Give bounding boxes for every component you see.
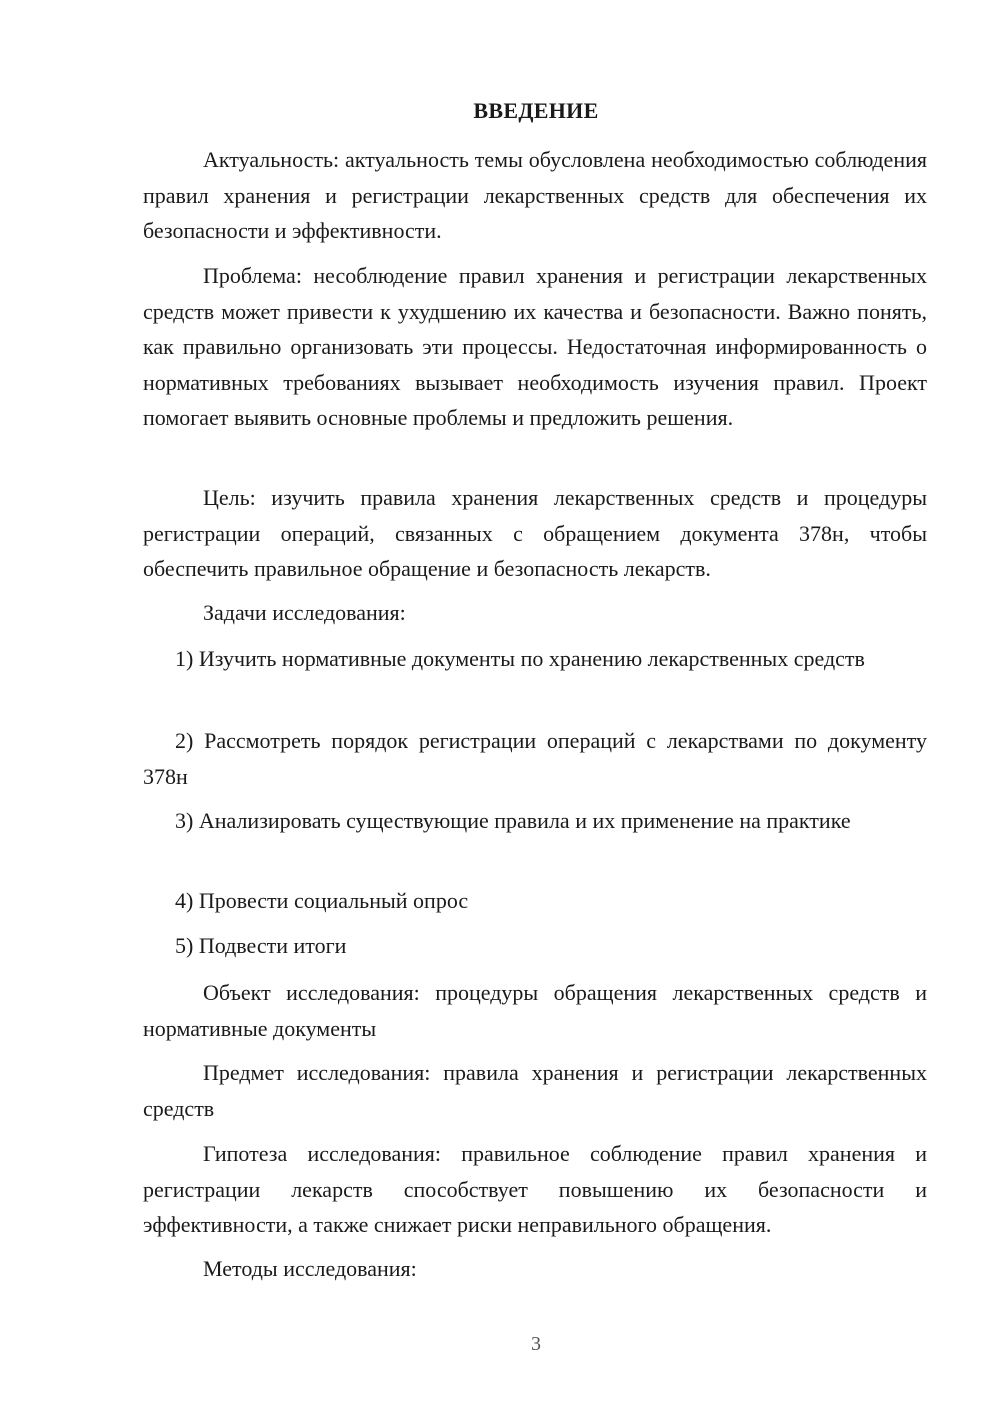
list-item: 3) Анализировать существующие правила и их применение на практике — [175, 808, 851, 833]
methods-heading: Методы исследования: — [203, 1256, 417, 1281]
list-item: 5) Подвести итоги — [175, 933, 347, 958]
paragraph-problem: Проблема: несоблюдение правил хранения и регистрации лекарственных средств может привести к ухудшению их качества и безопасности. Важно понять, как правильно организовать эти процессы. Недостаточная информированность о нормативных требованиях вызывает необходимость изучения правил. Проект помогает выявить основные проблемы и предложить решения. — [143, 263, 927, 430]
list-item: 4) Провести социальный опрос — [175, 888, 469, 913]
paragraph-hypothesis: Гипотеза исследования: правильное соблюдение правил хранения и регистрации лекарств способствует повышению их безопасности и эффективности, а также снижает риски неправильного обращения. — [143, 1141, 927, 1237]
paragraph-subject: Предмет исследования: правила хранения и регистрации лекарственных средств — [143, 1060, 927, 1121]
list-item: 1) Изучить нормативные документы по хранению лекарственных средств — [175, 646, 865, 671]
list-item: 2) Рассмотреть порядок регистрации операций с лекарствами по документу 378н — [143, 728, 927, 789]
page-number: 3 — [531, 1333, 541, 1355]
paragraph-relevance: Актуальность: актуальность темы обусловлена необходимостью соблюдения правил хранения и регистрации лекарственных средств для обеспечения их безопасности и эффективности. — [143, 147, 927, 243]
tasks-heading: Задачи исследования: — [203, 600, 406, 625]
paragraph-goal: Цель: изучить правила хранения лекарственных средств и процедуры регистрации операций, связанных с обращением документа 378н, чтобы обеспечить правильное обращение и безопасность лекарств. — [143, 485, 927, 581]
section-heading: ВВЕДЕНИЕ — [473, 98, 599, 123]
paragraph-object: Объект исследования: процедуры обращения лекарственных средств и нормативные документы — [143, 980, 927, 1041]
